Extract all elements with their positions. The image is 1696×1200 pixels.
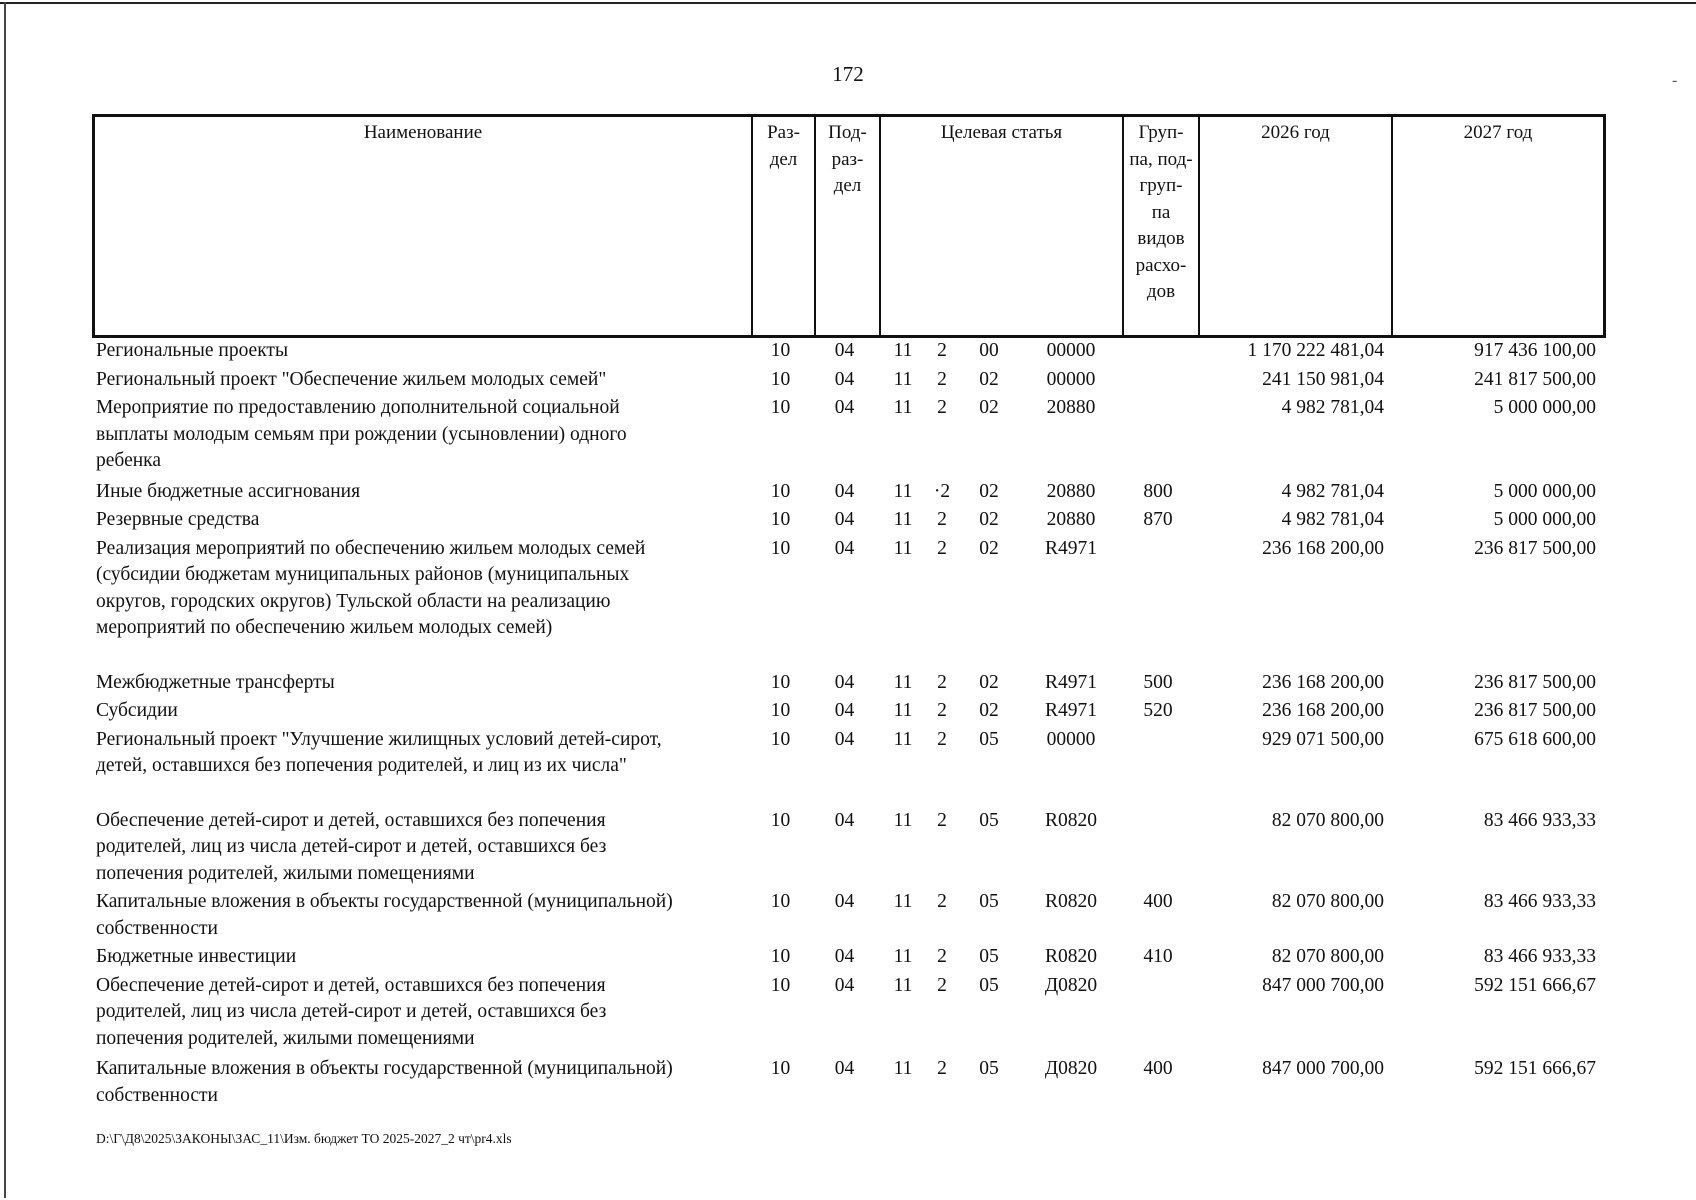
cell-podrazdel: 04 — [834, 728, 855, 750]
header-podrazdel — [816, 117, 879, 335]
table-row — [92, 698, 1606, 725]
cell-cs2: 2 — [937, 671, 947, 693]
cell-razdel: 10 — [770, 700, 791, 721]
cell-cs2: 2 — [937, 700, 947, 721]
cell-podrazdel: 04 — [834, 700, 855, 721]
header-group-line: па, под- — [1129, 148, 1193, 170]
header-group-line: видов — [1137, 228, 1185, 249]
cell-podrazdel: 04 — [834, 509, 855, 530]
cell-cs1: 11 — [893, 728, 913, 750]
cell-cs2: 2 — [937, 946, 947, 967]
table-row — [92, 507, 1606, 534]
cell-y2027: 5 000 000,00 — [1493, 397, 1596, 418]
row-name-line: округов, городских округов) Тульской области на реализацию — [96, 590, 611, 612]
cell-podrazdel: 04 — [834, 1058, 855, 1079]
table-row — [92, 1056, 1606, 1109]
header-razdel-line: дел — [769, 148, 798, 170]
cell-group: 400 — [1143, 891, 1173, 912]
cell-cs3: 02 — [979, 537, 999, 559]
cell-y2026: 929 071 500,00 — [1262, 728, 1384, 750]
cell-y2027: 917 436 100,00 — [1474, 340, 1596, 361]
cell-cs1: 11 — [893, 946, 913, 967]
cell-y2027: 236 817 500,00 — [1474, 537, 1596, 559]
cell-cs3: 00 — [979, 340, 999, 361]
cell-podrazdel: 04 — [834, 340, 855, 361]
cell-y2026: 82 070 800,00 — [1271, 809, 1384, 831]
cell-y2027: 236 817 500,00 — [1474, 700, 1596, 721]
page-number: 172 — [832, 62, 864, 86]
cell-cs2: 2 — [937, 509, 947, 530]
cell-cs1: 11 — [893, 368, 913, 390]
cell-razdel: 10 — [770, 671, 791, 693]
cell-razdel: 10 — [770, 1058, 791, 1079]
cell-y2027: 236 817 500,00 — [1474, 671, 1596, 693]
header-podrazdel-line: дел — [833, 175, 862, 196]
cell-y2026: 236 168 200,00 — [1262, 700, 1384, 721]
cell-y2026: 236 168 200,00 — [1262, 671, 1384, 693]
cell-cs3: 02 — [979, 671, 999, 693]
cell-razdel: 10 — [770, 480, 791, 502]
cell-cs4: R0820 — [1044, 809, 1097, 831]
header-group — [1124, 117, 1198, 335]
header-group-line: груп- — [1139, 175, 1183, 196]
cell-cs4: R0820 — [1044, 946, 1097, 967]
header-name: Наименование — [363, 122, 483, 143]
cell-y2026: 4 982 781,04 — [1281, 509, 1384, 530]
cell-y2027: 592 151 666,67 — [1474, 1058, 1596, 1079]
page-frame-top — [0, 2, 1696, 4]
cell-cs2: 2 — [937, 974, 947, 996]
cell-cs3: 05 — [979, 974, 999, 996]
row-name-line: попечения родителей, жилыми помещениями — [96, 862, 475, 884]
cell-y2027: 241 817 500,00 — [1474, 368, 1596, 390]
cell-group: 800 — [1143, 480, 1173, 502]
row-name-line: мероприятий по обеспечению жильем молодых семей) — [96, 617, 553, 638]
cell-cs4: R4971 — [1044, 671, 1097, 693]
table-row — [92, 973, 1606, 1053]
cell-cs2: 2 — [937, 537, 947, 559]
cell-group: 400 — [1143, 1058, 1173, 1079]
row-name-line: Обеспечение детей-сирот и детей, оставшихся без попечения — [96, 809, 606, 831]
cell-y2026: 236 168 200,00 — [1262, 537, 1384, 559]
cell-cs1: 11 — [893, 671, 913, 693]
cell-group: 520 — [1143, 700, 1173, 721]
cell-podrazdel: 04 — [834, 397, 855, 418]
cell-podrazdel: 04 — [834, 368, 855, 390]
table-header — [92, 114, 1606, 338]
table-row — [92, 536, 1606, 642]
row-name-line: выплаты молодым семьям при рождении (усыновлении) одного — [96, 423, 627, 445]
row-name-line: Капитальные вложения в объекты государственной (муниципальной) — [96, 891, 673, 912]
header-podrazdel-line: Под- — [828, 122, 867, 143]
cell-cs2: 2 — [937, 368, 947, 390]
row-name-line: Бюджетные инвестиции — [96, 946, 297, 967]
cell-podrazdel: 04 — [834, 537, 855, 559]
row-name-line: Региональный проект "Улучшение жилищных условий детей-сирот, — [96, 728, 662, 750]
cell-cs3: 02 — [979, 509, 999, 530]
cell-cs3: 02 — [979, 368, 999, 390]
cell-y2027: 83 466 933,33 — [1483, 946, 1596, 967]
row-name-line: родителей, лиц из числа детей-сирот и детей, оставшихся без — [96, 1001, 607, 1022]
cell-cs3: 05 — [979, 891, 999, 912]
cell-cs4: 20880 — [1046, 480, 1096, 502]
cell-cs1: 11 — [893, 1058, 913, 1079]
row-name — [92, 889, 744, 942]
header-group-line: па — [1151, 201, 1171, 223]
cell-cs4: R4971 — [1044, 537, 1097, 559]
cell-y2027: 5 000 000,00 — [1493, 509, 1596, 530]
header-target-article: Целевая статья — [940, 122, 1063, 143]
cell-cs4: R4971 — [1044, 700, 1097, 721]
table-row — [92, 395, 1606, 475]
row-name-line: попечения родителей, жилыми помещениями — [96, 1027, 475, 1049]
header-group-line: расхо- — [1135, 254, 1187, 276]
cell-cs1: 11 — [893, 480, 913, 502]
header-razdel-line: Раз- — [767, 122, 800, 143]
table-row — [92, 889, 1606, 942]
row-name — [92, 973, 744, 1053]
table-row — [92, 338, 1606, 365]
row-name-line: Капитальные вложения в объекты государственной (муниципальной) — [96, 1058, 673, 1079]
cell-cs3: 02 — [979, 397, 999, 418]
cell-podrazdel: 04 — [834, 891, 855, 912]
cell-y2026: 4 982 781,04 — [1281, 480, 1384, 502]
cell-razdel: 10 — [770, 397, 791, 418]
cell-cs1: 11 — [893, 809, 913, 831]
cell-y2026: 82 070 800,00 — [1271, 891, 1384, 912]
cell-cs3: 02 — [979, 700, 999, 721]
cell-cs3: 05 — [979, 946, 999, 967]
cell-cs3: 05 — [979, 728, 999, 750]
cell-podrazdel: 04 — [834, 671, 855, 693]
row-name-line: Региональный проект "Обеспечение жильем молодых семей" — [96, 368, 607, 390]
cell-y2026: 847 000 700,00 — [1262, 1058, 1384, 1079]
cell-cs2: 2 — [937, 1058, 947, 1079]
cell-group: 870 — [1143, 509, 1173, 530]
row-name-line: собственности — [96, 1084, 218, 1106]
table-row — [92, 808, 1606, 888]
table-row — [92, 479, 1606, 506]
cell-razdel: 10 — [770, 368, 791, 390]
cell-cs3: 05 — [979, 809, 999, 831]
page-frame-left — [4, 2, 6, 1198]
cell-y2027: 83 466 933,33 — [1483, 891, 1596, 912]
cell-razdel: 10 — [770, 509, 791, 530]
table-row — [92, 727, 1606, 780]
cell-podrazdel: 04 — [834, 809, 855, 831]
footer-file-path: D:\Г\Д8\2025\ЗАКОНЫ\ЗАС_11\Изм. бюджет ТО 2025-2027_2 чт\pr4.xls — [96, 1131, 512, 1146]
cell-razdel: 10 — [770, 974, 791, 996]
row-name — [92, 698, 744, 725]
cell-cs2: 2 — [937, 891, 947, 912]
cell-cs1: 11 — [893, 537, 913, 559]
header-2027: 2027 год — [1463, 122, 1533, 143]
row-name-line: (субсидии бюджетам муниципальных районов (муниципальных — [96, 564, 630, 585]
cell-cs1: 11 — [893, 700, 913, 721]
cell-cs4: 00000 — [1046, 340, 1096, 361]
cell-razdel: 10 — [770, 537, 791, 559]
cell-y2026: 847 000 700,00 — [1262, 974, 1384, 996]
row-name — [92, 808, 744, 888]
cell-cs4: Д0820 — [1044, 974, 1098, 996]
cell-podrazdel: 04 — [834, 480, 855, 502]
row-name-line: собственности — [96, 917, 218, 939]
row-name-line: ребенка — [96, 450, 161, 471]
table-row — [92, 367, 1606, 394]
cell-razdel: 10 — [770, 340, 791, 361]
cell-cs2: ·2 — [933, 480, 951, 502]
row-name — [92, 944, 744, 971]
cell-cs4: Д0820 — [1044, 1058, 1098, 1079]
cell-y2026: 4 982 781,04 — [1281, 397, 1384, 418]
row-name — [92, 479, 744, 506]
row-name-line: Иные бюджетные ассигнования — [96, 480, 361, 502]
header-group-line: Груп- — [1138, 122, 1184, 143]
table-body — [92, 338, 1606, 1109]
cell-cs2: 2 — [937, 397, 947, 418]
cell-razdel: 10 — [770, 809, 791, 831]
row-name-line: детей, оставшихся без попечения родителей, и лиц из их числа" — [96, 755, 627, 776]
header-razdel — [753, 117, 814, 335]
header-group-line: дов — [1146, 281, 1176, 302]
row-name-line: Резервные средства — [96, 509, 260, 530]
cell-cs4: 20880 — [1046, 509, 1096, 530]
cell-y2027: 83 466 933,33 — [1483, 809, 1596, 831]
cell-cs3: 02 — [979, 480, 999, 502]
cell-cs1: 11 — [893, 891, 913, 912]
cell-group: 500 — [1143, 671, 1173, 693]
cell-group: 410 — [1143, 946, 1173, 967]
row-name — [92, 536, 744, 642]
cell-razdel: 10 — [770, 728, 791, 750]
header-2026: 2026 год — [1261, 122, 1330, 143]
cell-y2027: 592 151 666,67 — [1474, 974, 1596, 996]
row-name — [92, 367, 744, 394]
row-name-line: Обеспечение детей-сирот и детей, оставшихся без попечения — [96, 974, 606, 996]
row-name — [92, 727, 744, 780]
cell-razdel: 10 — [770, 946, 791, 967]
cell-cs2: 2 — [937, 340, 947, 361]
cell-y2026: 241 150 981,04 — [1262, 368, 1384, 390]
cell-y2027: 5 000 000,00 — [1493, 480, 1596, 502]
cell-cs1: 11 — [893, 509, 913, 530]
table-row — [92, 670, 1606, 697]
cell-podrazdel: 04 — [834, 946, 855, 967]
row-name-line: Субсидии — [96, 700, 178, 721]
cell-razdel: 10 — [770, 891, 791, 912]
row-name — [92, 670, 744, 697]
cell-cs4: 00000 — [1046, 368, 1096, 390]
cell-cs4: 20880 — [1046, 397, 1096, 418]
row-name-line: Мероприятие по предоставлению дополнительной социальной — [96, 397, 620, 418]
cell-cs2: 2 — [937, 809, 947, 831]
cell-y2026: 82 070 800,00 — [1271, 946, 1384, 967]
cell-cs1: 11 — [893, 974, 913, 996]
row-name-line: Реализация мероприятий по обеспечению жильем молодых семей — [96, 537, 646, 559]
margin-mark: - — [1672, 72, 1678, 89]
header-podrazdel-line: раз- — [831, 148, 864, 170]
cell-cs2: 2 — [937, 728, 947, 750]
cell-cs4: 00000 — [1046, 728, 1096, 750]
table-row — [92, 944, 1606, 971]
cell-y2026: 1 170 222 481,04 — [1247, 340, 1384, 361]
row-name-line: родителей, лиц из числа детей-сирот и детей, оставшихся без — [96, 836, 607, 857]
cell-cs1: 11 — [893, 340, 913, 361]
row-name — [92, 395, 744, 475]
cell-y2027: 675 618 600,00 — [1474, 728, 1596, 750]
row-name-line: Межбюджетные трансферты — [96, 671, 335, 693]
cell-cs4: R0820 — [1044, 891, 1097, 912]
cell-cs1: 11 — [893, 397, 913, 418]
row-name — [92, 507, 744, 534]
row-name-line: Региональные проекты — [96, 340, 289, 361]
row-name — [92, 1056, 744, 1109]
cell-cs3: 05 — [979, 1058, 999, 1079]
cell-podrazdel: 04 — [834, 974, 855, 996]
row-name — [92, 338, 744, 365]
